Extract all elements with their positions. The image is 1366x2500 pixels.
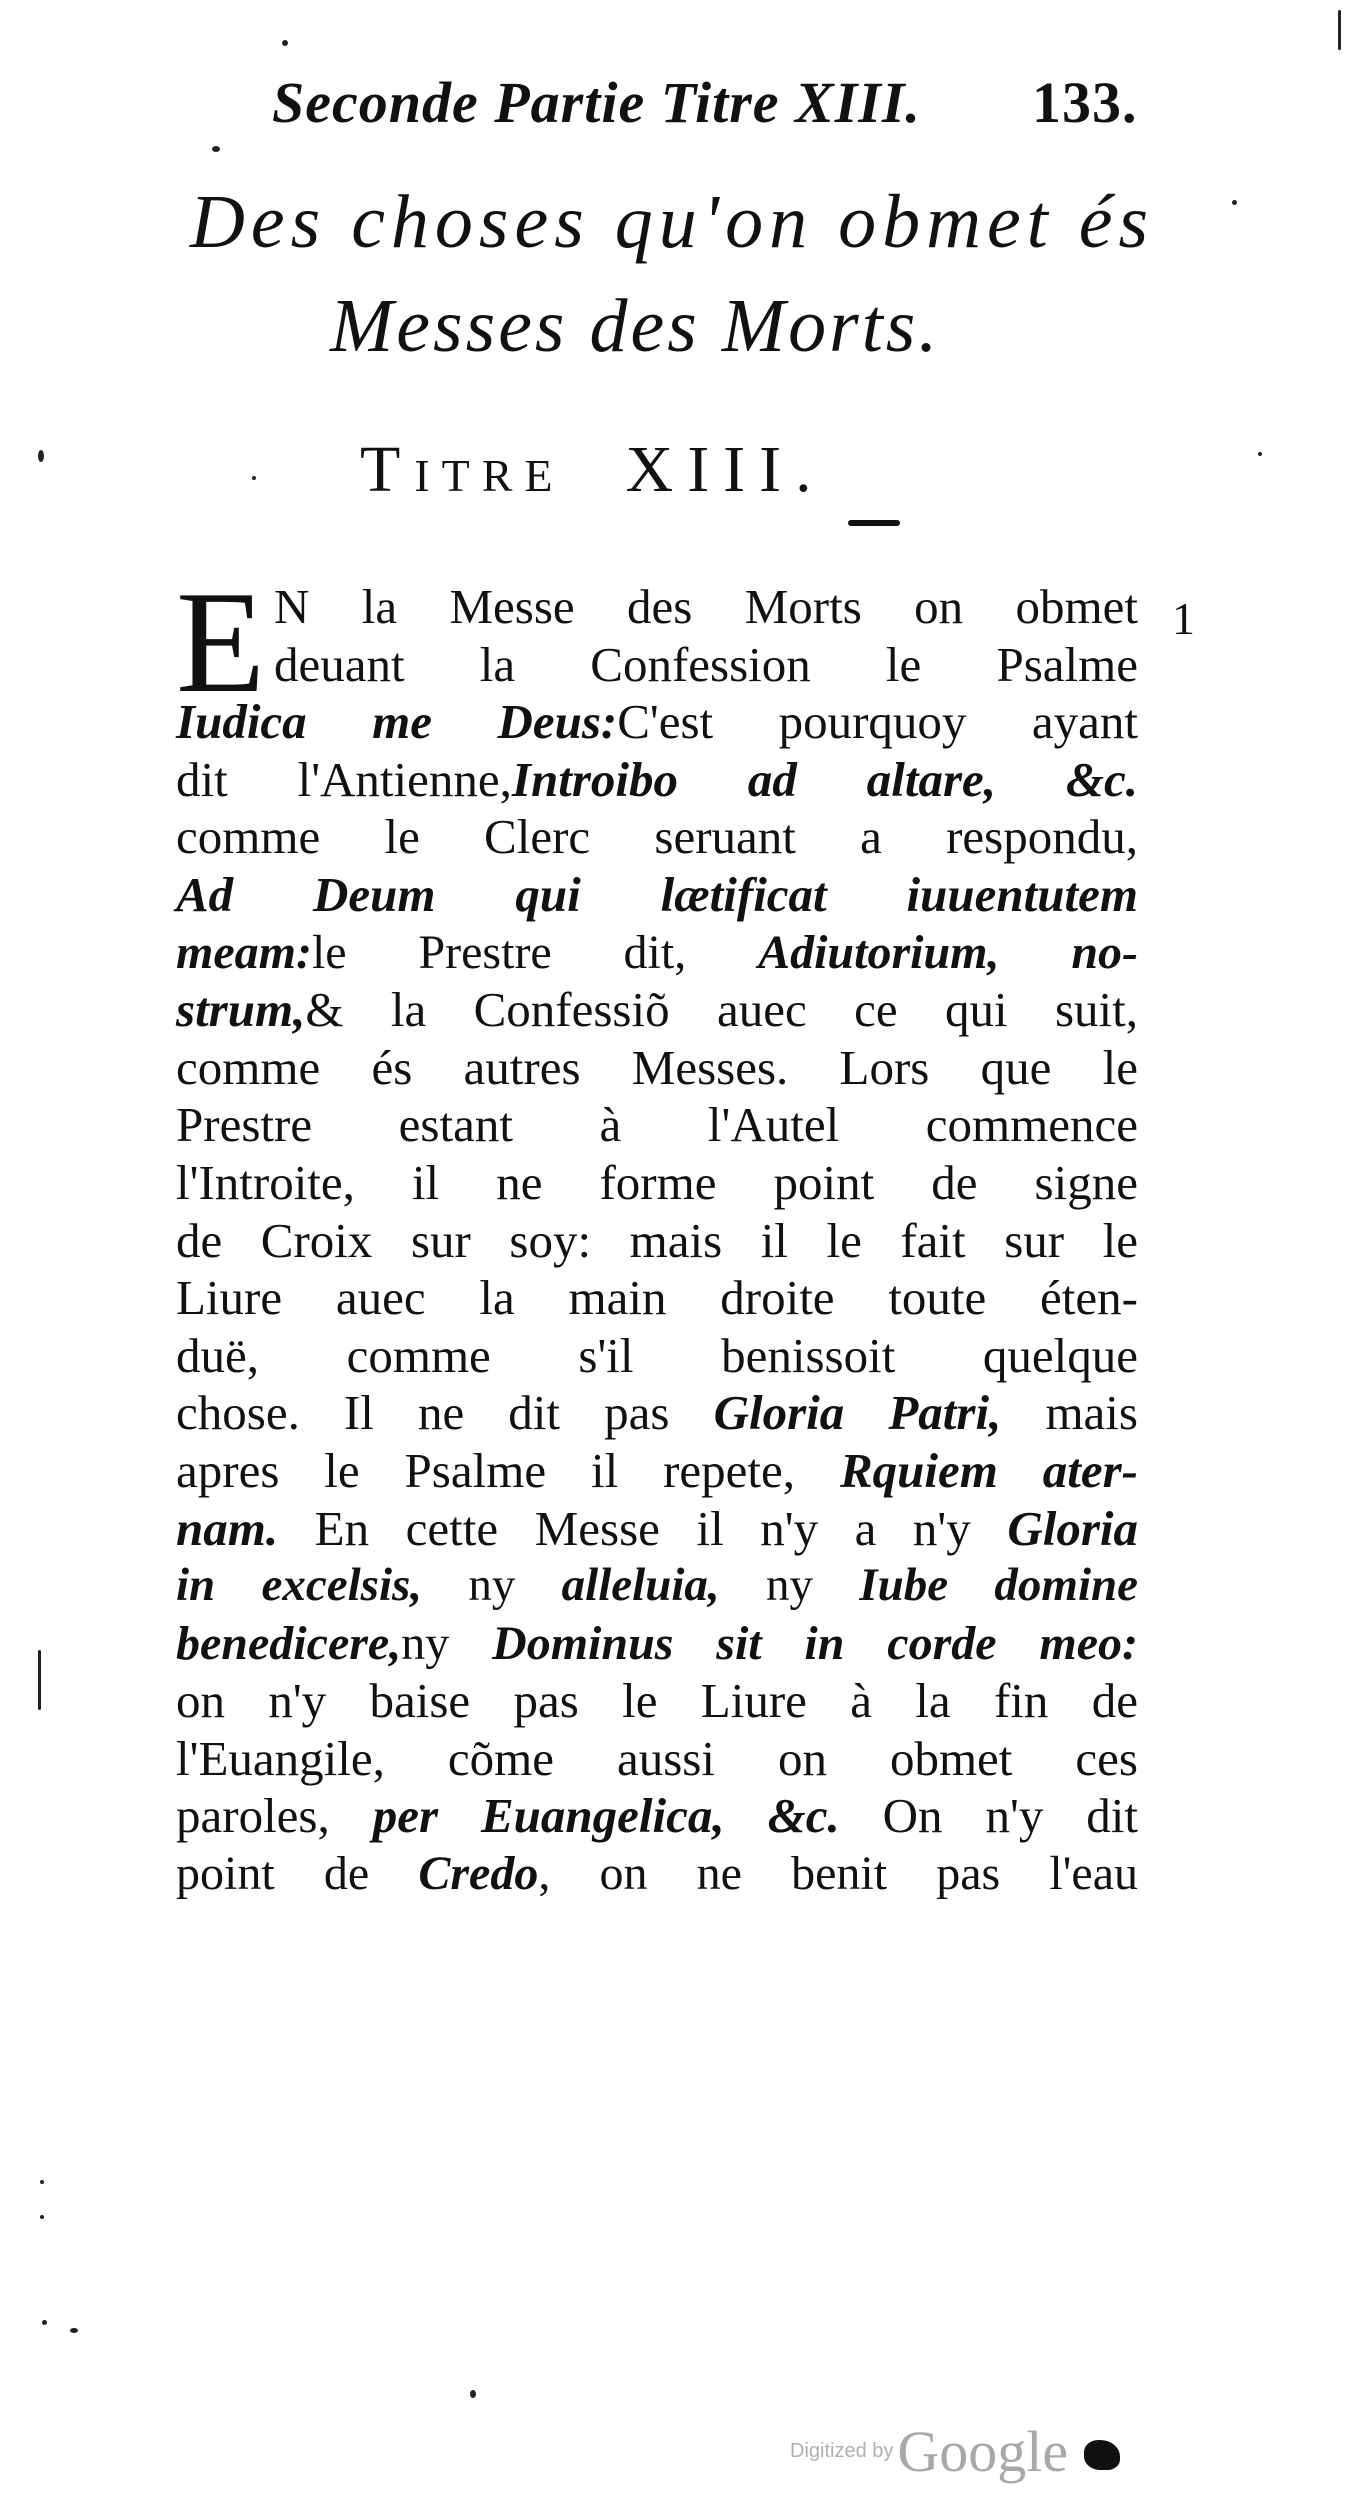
scan-speck [1258, 452, 1262, 456]
scan-speck [470, 2390, 476, 2398]
text-segment: deuant la Confession le Psalme [274, 636, 1138, 692]
section-heading-number: XIII. [625, 433, 826, 506]
body-lines [176, 561, 1138, 1903]
italic-text: Iudica me Deus: [176, 694, 618, 750]
text-segment: chose. Il ne dit pas [176, 1385, 714, 1441]
text-line [176, 1672, 1138, 1730]
text-segment: on n'y baise pas le Liure à la fin de [176, 1673, 1138, 1729]
text-segment: , on ne benit pas l'eau [538, 1847, 1138, 1901]
text-segment: point de [176, 1847, 419, 1901]
text-segment: En cette Messe il n'y a n'y [278, 1500, 1008, 1556]
italic-text: in excelsis, [176, 1559, 423, 1612]
text-segment: mais [1001, 1385, 1138, 1441]
chapter-title [190, 170, 1190, 378]
scan-speck [42, 2320, 47, 2325]
text-line [176, 1212, 1138, 1270]
text-segment: apres le Psalme il repete, [176, 1442, 840, 1498]
digitized-by-label: Digitized by [790, 2440, 894, 2462]
scan-speck [38, 450, 44, 462]
italic-text: alleluia, [561, 1559, 720, 1612]
italic-text: nam. [176, 1500, 279, 1556]
margin-note-number: 1 [1172, 593, 1195, 644]
scan-speck [1232, 200, 1237, 205]
text-line [176, 578, 1138, 636]
scan-speck [212, 146, 220, 152]
section-heading [360, 430, 826, 510]
italic-text: strum, [176, 982, 306, 1038]
text-line [176, 808, 1138, 866]
italic-text: Credo [418, 1847, 539, 1901]
scan-speck [40, 2180, 44, 2184]
running-head-text: Seconde Partie Titre XIII. [272, 70, 921, 135]
text-line [176, 1730, 1138, 1788]
text-segment: l'Introite, il ne forme point de signe [176, 1154, 1138, 1210]
text-line [176, 636, 1138, 694]
text-segment: comme le Clerc seruant a respondu, [176, 809, 1138, 865]
text-segment: On n'y dit [839, 1788, 1138, 1844]
text-segment: & la Confessiõ auec ce qui suit, [305, 982, 1138, 1038]
text-segment: dit l'Antienne, [176, 751, 512, 807]
text-line [176, 751, 1138, 809]
text-segment: comme és autres Messes. Lors que le [176, 1039, 1138, 1095]
text-segment: duë, comme s'il benissoit quelque [176, 1327, 1138, 1383]
text-line [176, 924, 1138, 982]
text-line [176, 1442, 1138, 1500]
text-segment: de Croix sur soy: mais il le fait sur le [176, 1212, 1138, 1268]
text-line [176, 1557, 1138, 1615]
italic-text: Gloria Patri, [713, 1385, 1002, 1441]
italic-text: meam: [176, 925, 312, 979]
google-logo: Google [897, 2419, 1069, 2484]
body-paragraph [176, 561, 1138, 1903]
scan-speck [1338, 10, 1341, 50]
text-line [176, 1787, 1138, 1845]
section-heading-word: itre [414, 433, 565, 506]
text-segment: C'est pourquoy ayant [617, 694, 1138, 750]
text-segment: N la Messe des Morts on obmet [274, 579, 1138, 634]
italic-text: Introibo ad altare, &c. [511, 751, 1138, 807]
scan-speck [70, 2328, 78, 2333]
digitized-by-watermark [790, 2418, 1068, 2485]
chapter-title-line-1: Des choses qu'on obmet és [190, 180, 1155, 264]
italic-text: per Euangelica, &c. [372, 1788, 840, 1844]
text-segment: le Prestre dit, [311, 925, 759, 979]
italic-text: Dominus sit in corde meo: [492, 1616, 1138, 1670]
running-head [272, 68, 1152, 138]
text-segment: ny [719, 1559, 860, 1612]
text-segment: Liure auec la main droite toute éten- [176, 1270, 1138, 1326]
text-segment: ny [401, 1616, 493, 1670]
scan-speck [38, 1650, 41, 1710]
italic-text: Iube domine [859, 1559, 1138, 1612]
text-line [176, 1269, 1138, 1327]
text-line [176, 1845, 1138, 1903]
text-segment: paroles, [176, 1788, 373, 1844]
text-line [176, 1327, 1138, 1385]
italic-text: Rquiem ater- [839, 1442, 1138, 1498]
italic-text: Gloria [1007, 1500, 1138, 1556]
text-line [176, 866, 1138, 924]
drop-cap: E [176, 561, 266, 723]
title-underline [848, 520, 900, 526]
text-line [176, 1500, 1138, 1558]
italic-text: Ad Deum qui lætificat iuuentutem [176, 866, 1138, 922]
scan-speck [252, 476, 256, 480]
text-segment: ny [422, 1559, 562, 1612]
chapter-title-line-2: Messes des Morts. [330, 284, 941, 368]
italic-text: benedicere, [176, 1616, 402, 1670]
text-line [176, 1384, 1138, 1442]
text-line [176, 981, 1138, 1039]
scan-speck [282, 40, 288, 46]
text-line [176, 1096, 1138, 1154]
text-line [176, 1615, 1138, 1673]
scan-speck [40, 2215, 44, 2219]
section-heading-initial: T [360, 433, 415, 506]
italic-text: Adiutorium, no- [758, 925, 1138, 979]
text-line [176, 1039, 1138, 1097]
text-line [176, 1154, 1138, 1212]
page-number: 133. [1032, 70, 1138, 135]
text-line [176, 693, 1138, 751]
text-segment: l'Euangile, cõme aussi on obmet ces [176, 1730, 1138, 1786]
text-segment: Prestre estant à l'Autel commence [176, 1097, 1138, 1153]
ink-blot [1084, 2440, 1120, 2470]
